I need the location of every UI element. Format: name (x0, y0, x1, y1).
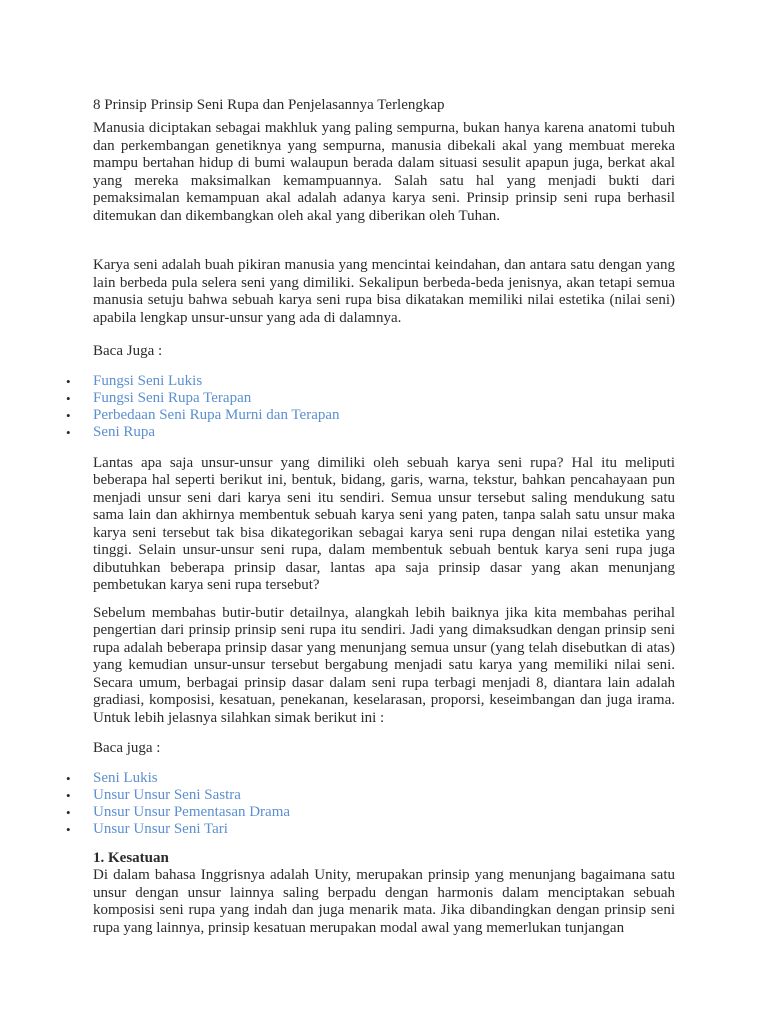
related-link[interactable] (66, 423, 675, 441)
related-links-list-2 (66, 769, 675, 838)
related-link[interactable] (66, 786, 675, 804)
bullet-icon: • (66, 770, 71, 786)
paragraph-intro: Manusia diciptakan sebagai makhluk yang paling sempurna, bukan hanya karena anatomi tubuh dan perkembangan genetiknya yang sempurna, manusia dibekali akal yang membuat mereka mampu bertahan hidup di bumi walaupun berada dalam situasi sesulit apapun juga, berkat akal yang mereka maksimalkan kemampuannya. Salah satu hal yang menjadi bukti dari pemaksimalan kemampuan akal adalah adanya karya seni. Prinsip prinsip seni rupa berhasil ditemukan dan dikembangkan oleh akal yang diberikan oleh Tuhan. (93, 120, 675, 224)
document-title: 8 Prinsip Prinsip Seni Rupa dan Penjelasannya Terlengkap (93, 97, 445, 113)
baca-juga-label: Baca juga : (93, 740, 161, 756)
paragraph-prinsip: Sebelum membahas butir-butir detailnya, alangkah lebih baiknya jika kita membahas perihal pengertian dari prinsip prinsip seni rupa itu sendiri. Jadi yang dimaksudkan dengan prinsip seni rupa adalah beberapa prinsip dasar yang menunjang semua unsur (yang telah disebutkan di atas) yang kemudian unsur-unsur tersebut bergabung menjadi satu karya yang memiliki nilai seni. Secara umum, berbagai prinsip dasar dalam seni rupa terbagi menjadi 8, diantara lain adalah gradiasi, komposisi, kesatuan, penekanan, keselarasan, proporsi, keseimbangan dan juga irama. Untuk lebih jelasnya silahkan simak berikut ini : (93, 604, 675, 726)
paragraph-kesatuan: Di dalam bahasa Inggrisnya adalah Unity, merupakan prinsip yang menunjang bagaimana satu unsur dengan unsur lainnya saling berpadu dengan harmonis dalam menciptakan sebuah komposisi seni rupa yang indah dan juga menarik mata. Jika dibandingkan dengan prinsip seni rupa yang lainnya, prinsip kesatuan merupakan modal awal yang memerlukan tunjangan (93, 867, 675, 936)
bullet-icon: • (66, 804, 71, 820)
related-link-text[interactable]: Perbedaan Seni Rupa Murni dan Terapan (93, 406, 340, 423)
bullet-icon: • (66, 407, 71, 423)
related-link-text[interactable]: Unsur Unsur Seni Tari (93, 820, 228, 837)
bullet-icon: • (66, 787, 71, 803)
paragraph-unsur: Lantas apa saja unsur-unsur yang dimiliki oleh sebuah karya seni rupa? Hal itu meliputi beberapa hal seperti berikut ini, bentuk, bidang, garis, warna, tekstur, bahkan pencahayaan pun menjadi unsur seni dari karya seni itu sendiri. Semua unsur tersebut saling mendukung satu sama lain dan akhirnya membentuk sebuah karya seni yang paten, tanpa salah satu unsur maka karya seni tersebut tak bisa dikategorikan sebagai karya seni rupa dengan nilai estetika yang tinggi. Selain unsur-unsur seni rupa, dalam membentuk sebuah bentuk karya seni rupa juga dibutuhkan beberapa prinsip dasar, lantas apa saja prinsip dasar yang akan menunjang pembetukan karya seni rupa tersebut? (93, 454, 675, 593)
related-link[interactable] (66, 769, 675, 787)
related-link-text[interactable]: Unsur Unsur Seni Sastra (93, 786, 241, 803)
related-link[interactable] (66, 389, 675, 407)
related-link[interactable] (66, 803, 675, 821)
related-link[interactable] (66, 406, 675, 424)
related-link-text[interactable]: Unsur Unsur Pementasan Drama (93, 803, 291, 820)
bullet-icon: • (66, 373, 71, 389)
related-link[interactable] (66, 372, 675, 390)
related-link-text[interactable]: Seni Rupa (93, 423, 156, 440)
related-link-text[interactable]: Seni Lukis (93, 769, 158, 786)
bullet-icon: • (66, 821, 71, 837)
baca-juga-label: Baca Juga : (93, 343, 163, 359)
paragraph-karya-seni: Karya seni adalah buah pikiran manusia yang mencintai keindahan, dan antara satu dengan yang lain berbeda pula selera seni yang dimiliki. Sekalipun berbeda-beda jenisnya, akan tetapi semua manusia setuju bahwa sebuah karya seni rupa bisa dikatakan memiliki nilai estetika (nilai seni) apabila lengkap unsur-unsur yang ada di dalamnya. (93, 257, 675, 326)
related-link-text[interactable]: Fungsi Seni Rupa Terapan (93, 389, 252, 406)
related-links-list-1 (66, 372, 675, 441)
related-link-text[interactable]: Fungsi Seni Lukis (93, 372, 203, 389)
bullet-icon: • (66, 424, 71, 440)
related-link[interactable] (66, 820, 675, 838)
section-heading-kesatuan: 1. Kesatuan (93, 849, 169, 866)
bullet-icon: • (66, 390, 71, 406)
